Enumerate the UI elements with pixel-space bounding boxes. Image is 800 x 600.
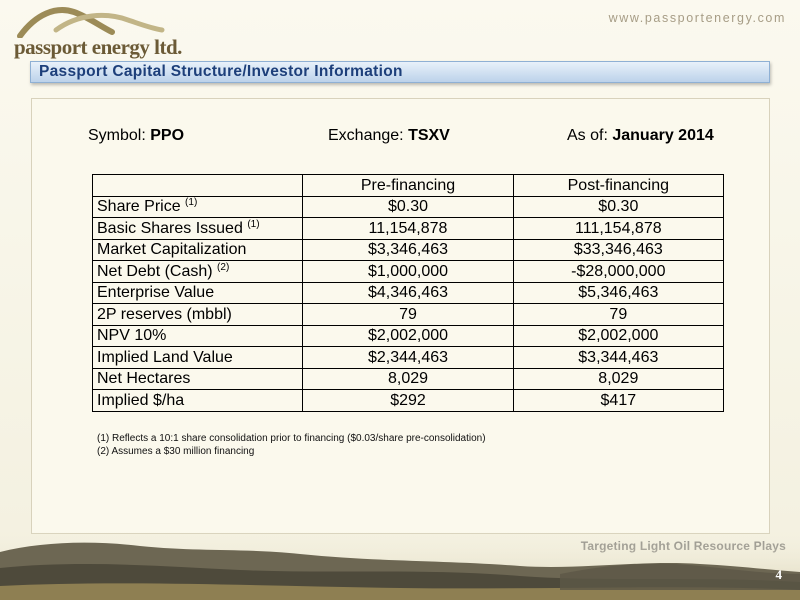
row-label: Enterprise Value [93,282,303,304]
column-header-post-financing: Post-financing [513,175,723,197]
title-bar [30,61,770,83]
table-row [93,239,724,261]
pre-financing-value: $2,344,463 [303,347,513,369]
row-label-text: Net Debt (Cash) [97,262,213,280]
exchange-label: Exchange: [328,127,409,144]
footnote-ref: (1) [247,218,260,230]
pre-financing-value: $292 [303,390,513,412]
exchange-info [328,127,450,145]
logo [8,2,182,60]
row-label: Implied Land Value [93,347,303,369]
pre-financing-value: 8,029 [303,368,513,390]
table-row [93,347,724,369]
row-label: 2P reserves (mbbl) [93,304,303,326]
symbol-value: PPO [150,127,185,144]
post-financing-value: 111,154,878 [513,218,723,240]
post-financing-value: 8,029 [513,368,723,390]
row-label-text: Share Price [97,198,181,216]
asof-info [567,127,714,145]
page-title: Passport Capital Structure/Investor Information [39,63,403,80]
post-financing-value: -$28,000,000 [513,261,723,283]
table-header-row [93,175,724,197]
exchange-value: TSXV [408,127,450,144]
post-financing-value: $3,344,463 [513,347,723,369]
pre-financing-value: $1,000,000 [303,261,513,283]
row-label [93,239,303,261]
table-row [93,196,724,218]
row-label [93,261,303,283]
pre-financing-value: 79 [303,304,513,326]
row-label-text: Basic Shares Issued [97,219,243,237]
row-label: NPV 10% [93,325,303,347]
table-row [93,390,724,412]
post-financing-value: $2,002,000 [513,325,723,347]
logo-hills-icon [16,2,166,38]
table-row [93,325,724,347]
asof-value: January 2014 [612,127,714,144]
table-row [93,368,724,390]
post-financing-value: $0.30 [513,196,723,218]
footnotes [97,432,486,458]
column-header-pre-financing: Pre-financing [303,175,513,197]
capital-structure-table [92,174,724,412]
footnote-ref: (2) [217,261,230,273]
row-label-text: Market Capitalization [97,241,247,259]
table-row [93,261,724,283]
row-label [93,218,303,240]
symbol-label: Symbol: [88,127,151,144]
row-label [93,196,303,218]
column-header-label [93,175,303,197]
pre-financing-value: $2,002,000 [303,325,513,347]
post-financing-value: $33,346,463 [513,239,723,261]
website-url: www.passportenergy.com [608,11,786,25]
footnote-ref: (1) [185,197,198,209]
page-number: 4 [775,567,782,582]
pre-financing-value: 11,154,878 [303,218,513,240]
post-financing-value: 79 [513,304,723,326]
table-row [93,282,724,304]
pre-financing-value: $3,346,463 [303,239,513,261]
pre-financing-value: $0.30 [303,196,513,218]
table-row [93,304,724,326]
pre-financing-value: $4,346,463 [303,282,513,304]
row-label: Net Hectares [93,368,303,390]
symbol-info [88,127,184,145]
post-financing-value: $417 [513,390,723,412]
asof-label: As of: [567,127,613,144]
footnote-2: (2) Assumes a $30 million financing [97,446,255,457]
table-row [93,218,724,240]
landscape-hills-image [0,530,800,600]
post-financing-value: $5,346,463 [513,282,723,304]
row-label: Implied $/ha [93,390,303,412]
logo-text: passport energy ltd. [14,35,182,59]
footnote-1: (1) Reflects a 10:1 share consolidation prior to financing ($0.03/share pre-consolidation) [97,433,486,444]
